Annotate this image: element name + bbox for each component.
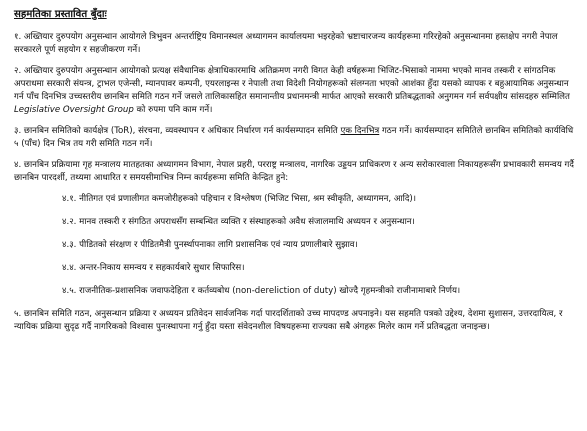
document-heading: सहमतिका प्रस्तावित बुँदाः — [14, 9, 107, 20]
point-3 — [14, 125, 576, 151]
point-2-italic-term: Legislative Oversight Group — [14, 105, 134, 115]
point-1: १. अख्तियार दुरुपयोग अनुसन्धान आयोगले त्रिभुवन अन्तर्राष्ट्रिय विमानस्थल अध्यागमन कार्यालयमा भइरहेको भ्रष्टाचारजन्य कार्यहरूमा गरिरहेको अनुसन्धानमा हस्तक्षेप नगरी नेपाल सरकारले पूर्ण सहयोग र सहजीकरण गर्ने। — [14, 32, 558, 55]
point-4: ४. छानबिन प्रक्रियामा गृह मन्त्रालय मातहतका अध्यागमन विभाग, नेपाल प्रहरी, परराष्ट्र मन्त्रालय, नागरिक उड्डयन प्राधिकरण र अन्य सरोकारवाला निकायहरूसँग प्रभावकारी समन्वय गर्दै छानबिन पारदर्शी, तथ्यमा आधारित र समयसीमाभित्र निम्न कार्यहरूमा समिति केन्द्रित हुने: — [14, 160, 574, 183]
point-3-text-end: गठन गर्ने। कार्यसम्पादन समितिले छानबिन समितिको कार्यविधि ५ (पाँच) दिन भित्र तय गरी समिति गठन गर्ने। — [14, 126, 574, 149]
point-4-4: ४.४. अन्तर-निकाय समन्वय र सहकार्यबारे सुधार सिफारिस। — [62, 263, 245, 273]
point-2-text: २. अख्तियार दुरुपयोग अनुसन्धान आयोगको प्रत्यक्ष संवैधानिक क्षेत्राधिकारमाथि अतिक्रमण नगरी विगत केही वर्षहरूमा भिजिट-भिसाको नाममा भएको मानव तस्करी र सांगठनिक अपराधमा सरकारी संयन्त्र, ट्राभल एजेन्सी, म्यानपावर कम्पनी, एयरलाइन्स र नेपाली तथा विदेशी नियोगहरूको संलग्नता भएको आशंका हुँदा यसको व्यापक र बहुआयामिक अनुसन्धान गर्न पाँच दिनभित्र उच्चस्तरीय छानबिन समिति गठन गर्ने जसले तालिकासहित समानान्तीय प्रधानमन्त्री मार्फत आएको सरकारी प्रतिबद्धताको अनुगमन गर्न सर्वपक्षीय सांसदहरु सम्मिलित — [14, 66, 570, 102]
agreement-document — [14, 8, 576, 342]
point-2-text-end: को रुपमा पनि काम गर्ने। — [133, 105, 213, 115]
point-4-3: ४.३. पीडितको संरक्षण र पीडितमैत्री पुनर्स्थापनाका लागि प्रशासनिक एवं न्याय प्रणालीबारे सुझाव। — [62, 240, 358, 250]
point-4-2: ४.२. मानव तस्करी र संगठित अपराधसँग सम्बन्धित व्यक्ति र संस्थाहरूको अवैध संजालमाथि अध्ययन र अनुसन्धान। — [62, 217, 415, 227]
point-4-1: ४.१. नीतिगत एवं प्रणालीगत कमजोरीहरूको पहिचान र विश्लेषण (भिजिट भिसा, श्रम स्वीकृति, अध्यागमन, आदि)। — [62, 194, 417, 204]
point-4-5: ४.५. राजनीतिक-प्रशासनिक जवाफदेहिता र कर्तव्यबोध (non-dereliction of duty) खोज्दै गृहमन्त्रीको राजीनामाबारे निर्णय। — [62, 286, 461, 296]
point-3-underlined-term: एक दिनभित्र — [340, 126, 380, 136]
point-5: ५. छानबिन समिति गठन, अनुसन्धान प्रक्रिया र अध्ययन प्रतिवेदन सार्वजनिक गर्दा पारदर्शिताको उच्च मापदण्ड अपनाइने। यस सहमति पत्रको उद्देश्य, देशमा सुशासन, उत्तरदायित्व, र न्यायिक प्रक्रिया सुदृढ गर्दै नागरिकको विश्वास पुनःस्थापना गर्नु हुँदा यस्ता संवेदनशील विषयहरूमा राज्यका सबै अंगहरू मिलेर काम गर्ने प्रतिबद्धता जनाइन्छ। — [14, 309, 563, 332]
point-2 — [14, 65, 576, 117]
point-3-text: ३. छानबिन समितिको कार्यक्षेत्र (ToR), संरचना, व्यवस्थापन र अधिकार निर्धारण गर्न कार्यसम्पादन समिति — [14, 126, 341, 136]
